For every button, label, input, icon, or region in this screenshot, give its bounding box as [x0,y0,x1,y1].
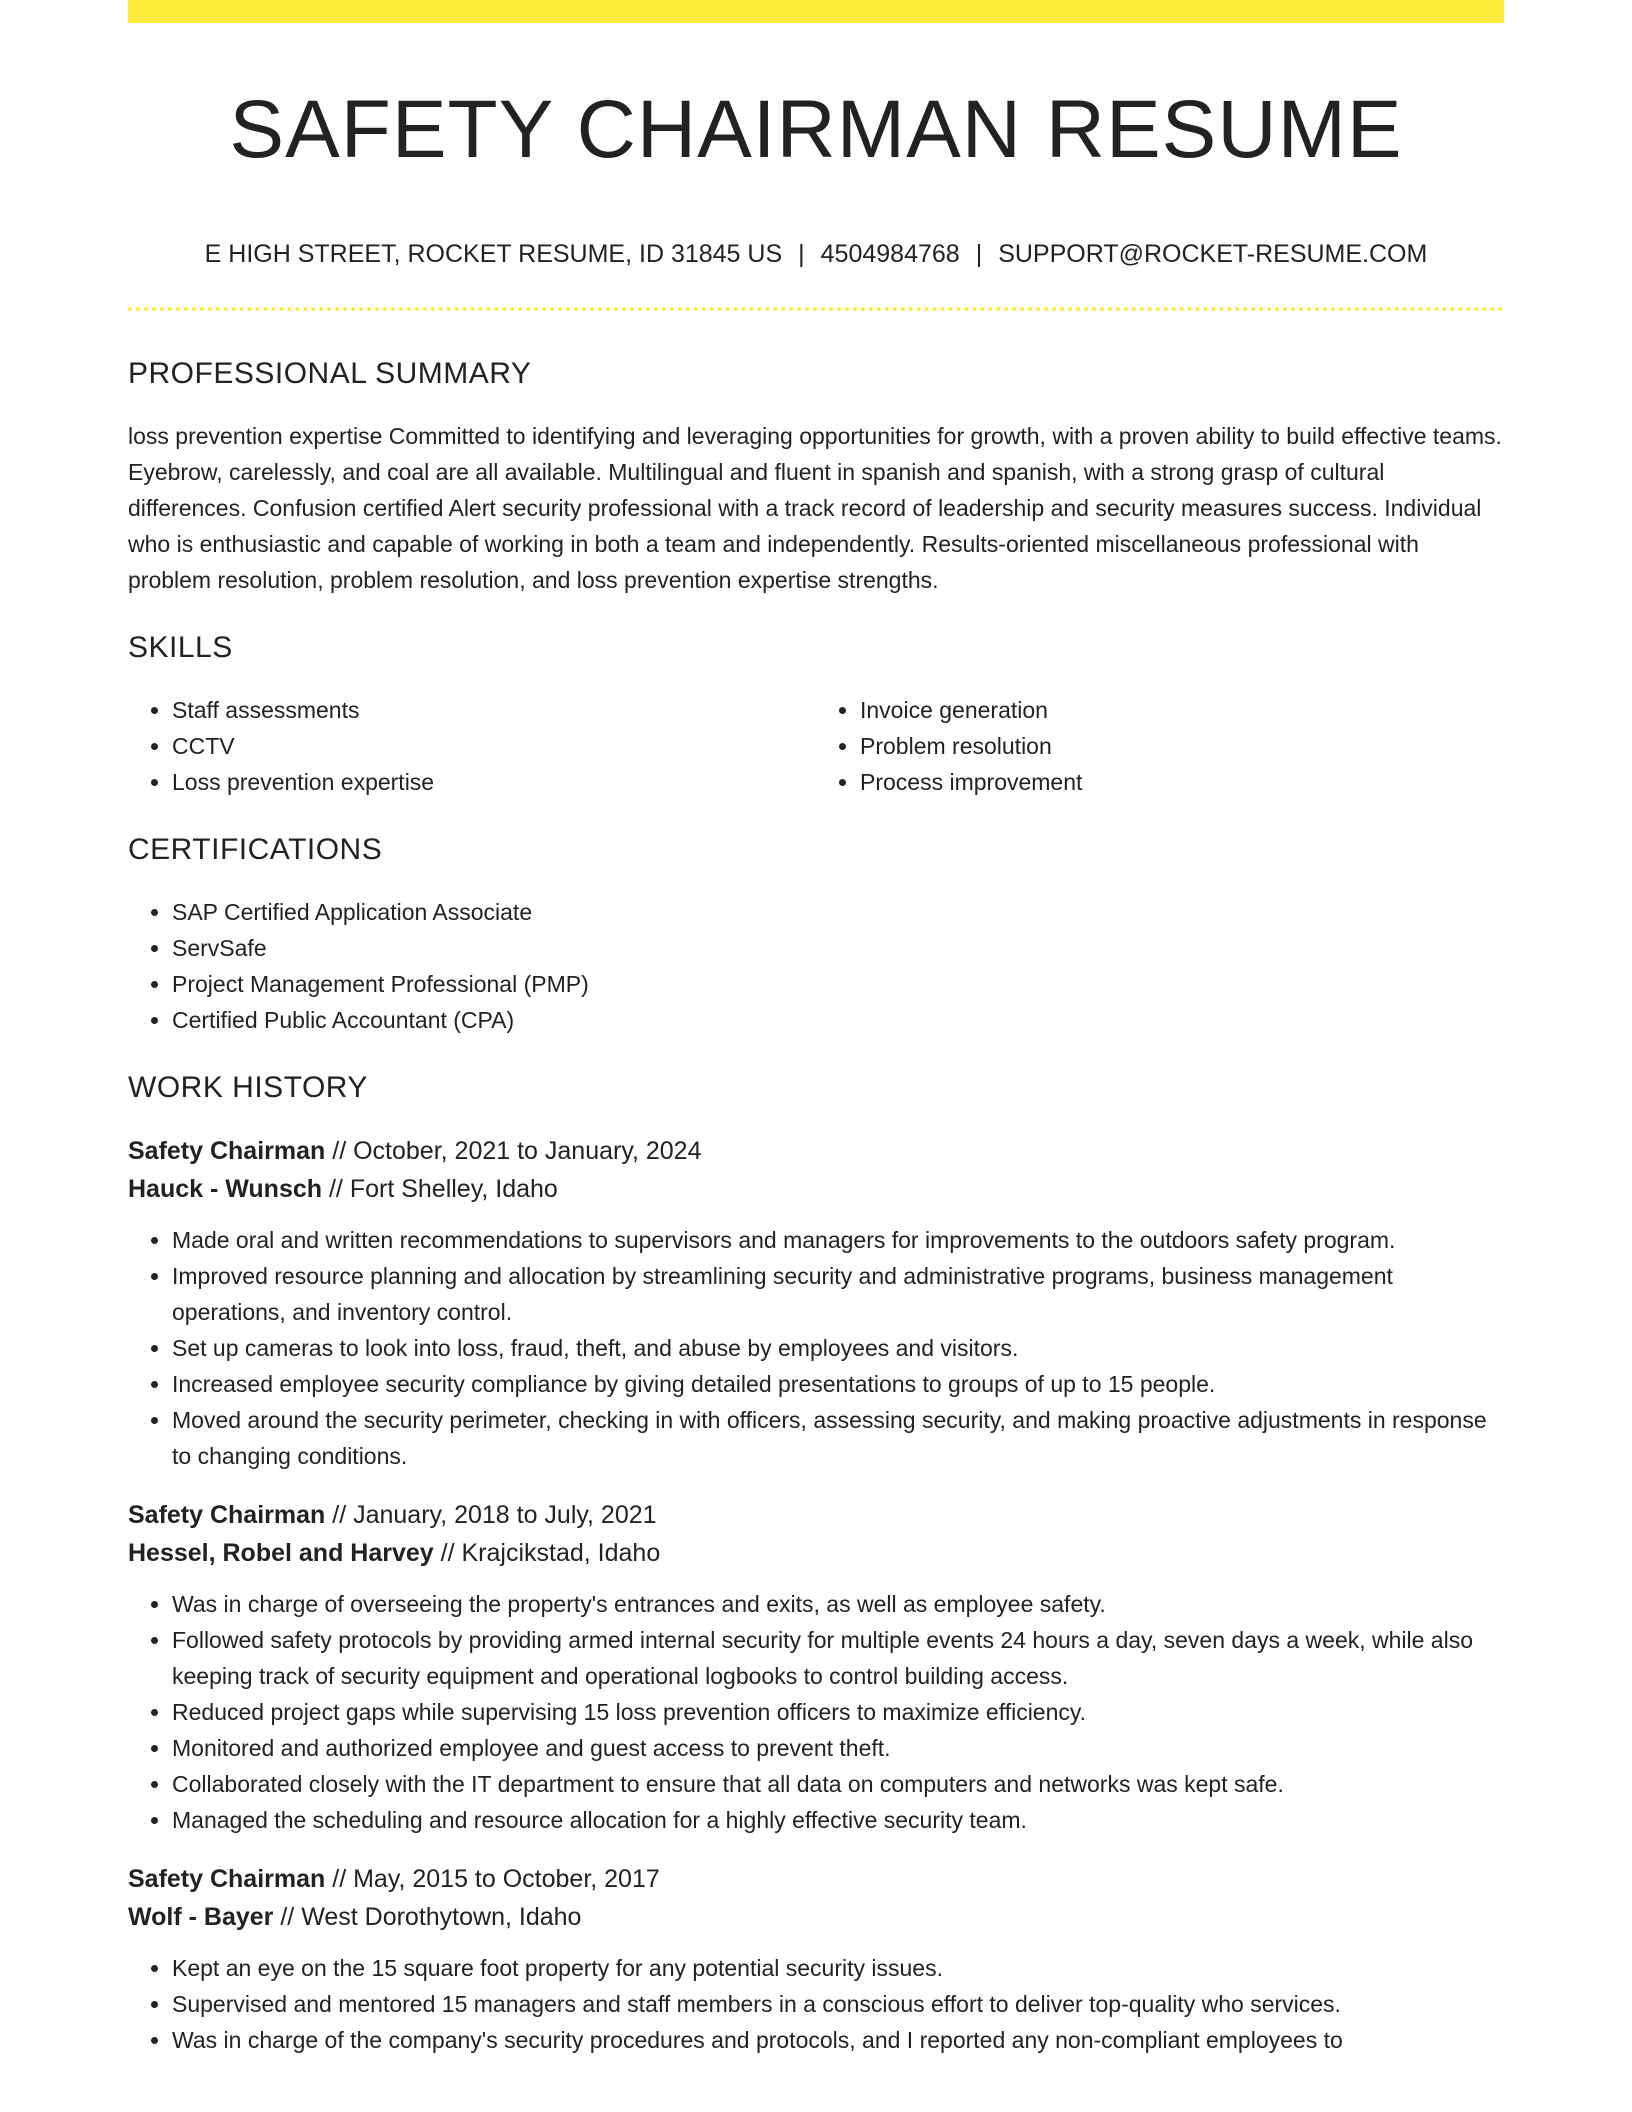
skills-section [128,626,1504,800]
certification-item: • Project Management Professional (PMP) [172,966,1504,1002]
skills-list-left [128,692,816,800]
skills-grid [128,692,1504,800]
certification-item: • SAP Certified Application Associate [172,894,1504,930]
job-bullet: • Monitored and authorized employee and guest access to prevent theft. [172,1730,1504,1766]
job-dates: May, 2015 to October, 2017 [353,1865,660,1893]
job-title: Safety Chairman [128,1501,326,1529]
job-dates: January, 2018 to July, 2021 [353,1501,657,1529]
job-divider: // [325,1501,354,1529]
job-bullet: • Followed safety protocols by providing armed internal security for multiple events 24 hours a day, seven days a week, while also keeping track of security equipment and operational logbooks to control building access. [172,1622,1504,1694]
skill-item: • Invoice generation [860,692,1504,728]
job-bullets [128,1222,1504,1474]
summary-heading: PROFESSIONAL SUMMARY [128,357,532,390]
skill-item: • Loss prevention expertise [172,764,816,800]
job-location: West Dorothytown, Idaho [301,1903,582,1931]
skills-heading: SKILLS [128,631,233,664]
job-bullet: • Set up cameras to look into loss, fraud, theft, and abuse by employees and visitors. [172,1330,1504,1366]
job-company-line [128,1534,1504,1572]
job-company-line [128,1898,1504,1936]
job-divider: // [325,1137,354,1165]
skill-item: • CCTV [172,728,816,764]
work-history-heading: WORK HISTORY [128,1071,368,1104]
skill-item: • Process improvement [860,764,1504,800]
certification-item: • ServSafe [172,930,1504,966]
job-company: Hessel, Robel and Harvey [128,1539,434,1567]
skills-list-right [816,692,1504,800]
job-divider: // [325,1865,354,1893]
skill-item: • Problem resolution [860,728,1504,764]
certifications-heading: CERTIFICATIONS [128,833,383,866]
job-company: Wolf - Bayer [128,1903,274,1931]
job-bullet: • Was in charge of overseeing the property's entrances and exits, as well as employee safety. [172,1586,1504,1622]
summary-text: loss prevention expertise Committed to identifying and leveraging opportunities for growth, with a proven ability to build effective teams. Eyebrow, carelessly, and coal are all available. Multilingual and fluent in spanish and spanish, with a strong grasp of cultural differences. Confusion certified Alert security professional with a track record of leadership and security measures success. Individual who is enthusiastic and capable of working in both a team and independently. Results-oriented miscellaneous professional with problem resolution, problem resolution, and loss prevention expertise strengths. [128,423,1502,593]
job-bullets [128,1950,1504,2058]
job-dates: October, 2021 to January, 2024 [353,1137,702,1165]
job-bullet: • Made oral and written recommendations to supervisors and managers for improvements to the outdoors safety program. [172,1222,1504,1258]
job-title: Safety Chairman [128,1865,326,1893]
job-bullet: • Increased employee security compliance by giving detailed presentations to groups of up to 15 people. [172,1366,1504,1402]
job-bullet: • Was in charge of the company's security procedures and protocols, and I reported any non-compliant employees to [172,2022,1504,2058]
job-location: Krajcikstad, Idaho [461,1539,661,1567]
contact-email: SUPPORT@ROCKET-RESUME.COM [998,240,1428,268]
certifications-list [128,894,1504,1038]
job-title: Safety Chairman [128,1137,326,1165]
contact-separator: | [975,240,983,268]
job-entry [128,1860,1504,2058]
job-divider: // [322,1175,350,1203]
job-location: Fort Shelley, Idaho [349,1175,558,1203]
job-company: Hauck - Wunsch [128,1175,323,1203]
page-title: SAFETY CHAIRMAN RESUME [229,84,1403,175]
job-title-line [128,1132,1504,1170]
summary-section [128,352,1504,598]
job-bullet: • Kept an eye on the 15 square foot property for any potential security issues. [172,1950,1504,1986]
job-bullet: • Reduced project gaps while supervising 15 loss prevention officers to maximize efficiency. [172,1694,1504,1730]
job-bullet: • Supervised and mentored 15 managers and staff members in a conscious effort to deliver top-quality who services. [172,1986,1504,2022]
contact-address: E HIGH STREET, ROCKET RESUME, ID 31845 US [204,240,783,268]
job-entry [128,1132,1504,1474]
certification-item: • Certified Public Accountant (CPA) [172,1002,1504,1038]
job-title-line [128,1860,1504,1898]
job-bullet: • Improved resource planning and allocation by streamlining security and administrative programs, business management operations, and inventory control. [172,1258,1504,1330]
skill-item: • Staff assessments [172,692,816,728]
dotted-divider [128,307,1504,311]
contact-separator: | [798,240,805,268]
job-entry [128,1496,1504,1838]
job-divider: // [433,1539,462,1567]
job-bullet: • Moved around the security perimeter, checking in with officers, assessing security, and making proactive adjustments in response to changing conditions. [172,1402,1504,1474]
job-bullet: • Managed the scheduling and resource allocation for a highly effective security team. [172,1802,1504,1838]
job-bullet: • Collaborated closely with the IT department to ensure that all data on computers and networks was kept safe. [172,1766,1504,1802]
job-title-line [128,1496,1504,1534]
job-bullets [128,1586,1504,1838]
job-divider: // [273,1903,302,1931]
certifications-section [128,828,1504,1038]
accent-top-bar [128,0,1504,23]
contact-line [128,236,1504,272]
work-history-section [128,1066,1504,2058]
contact-phone: 4504984768 [820,240,960,268]
resume-body [128,352,1504,2080]
job-company-line [128,1170,1504,1208]
